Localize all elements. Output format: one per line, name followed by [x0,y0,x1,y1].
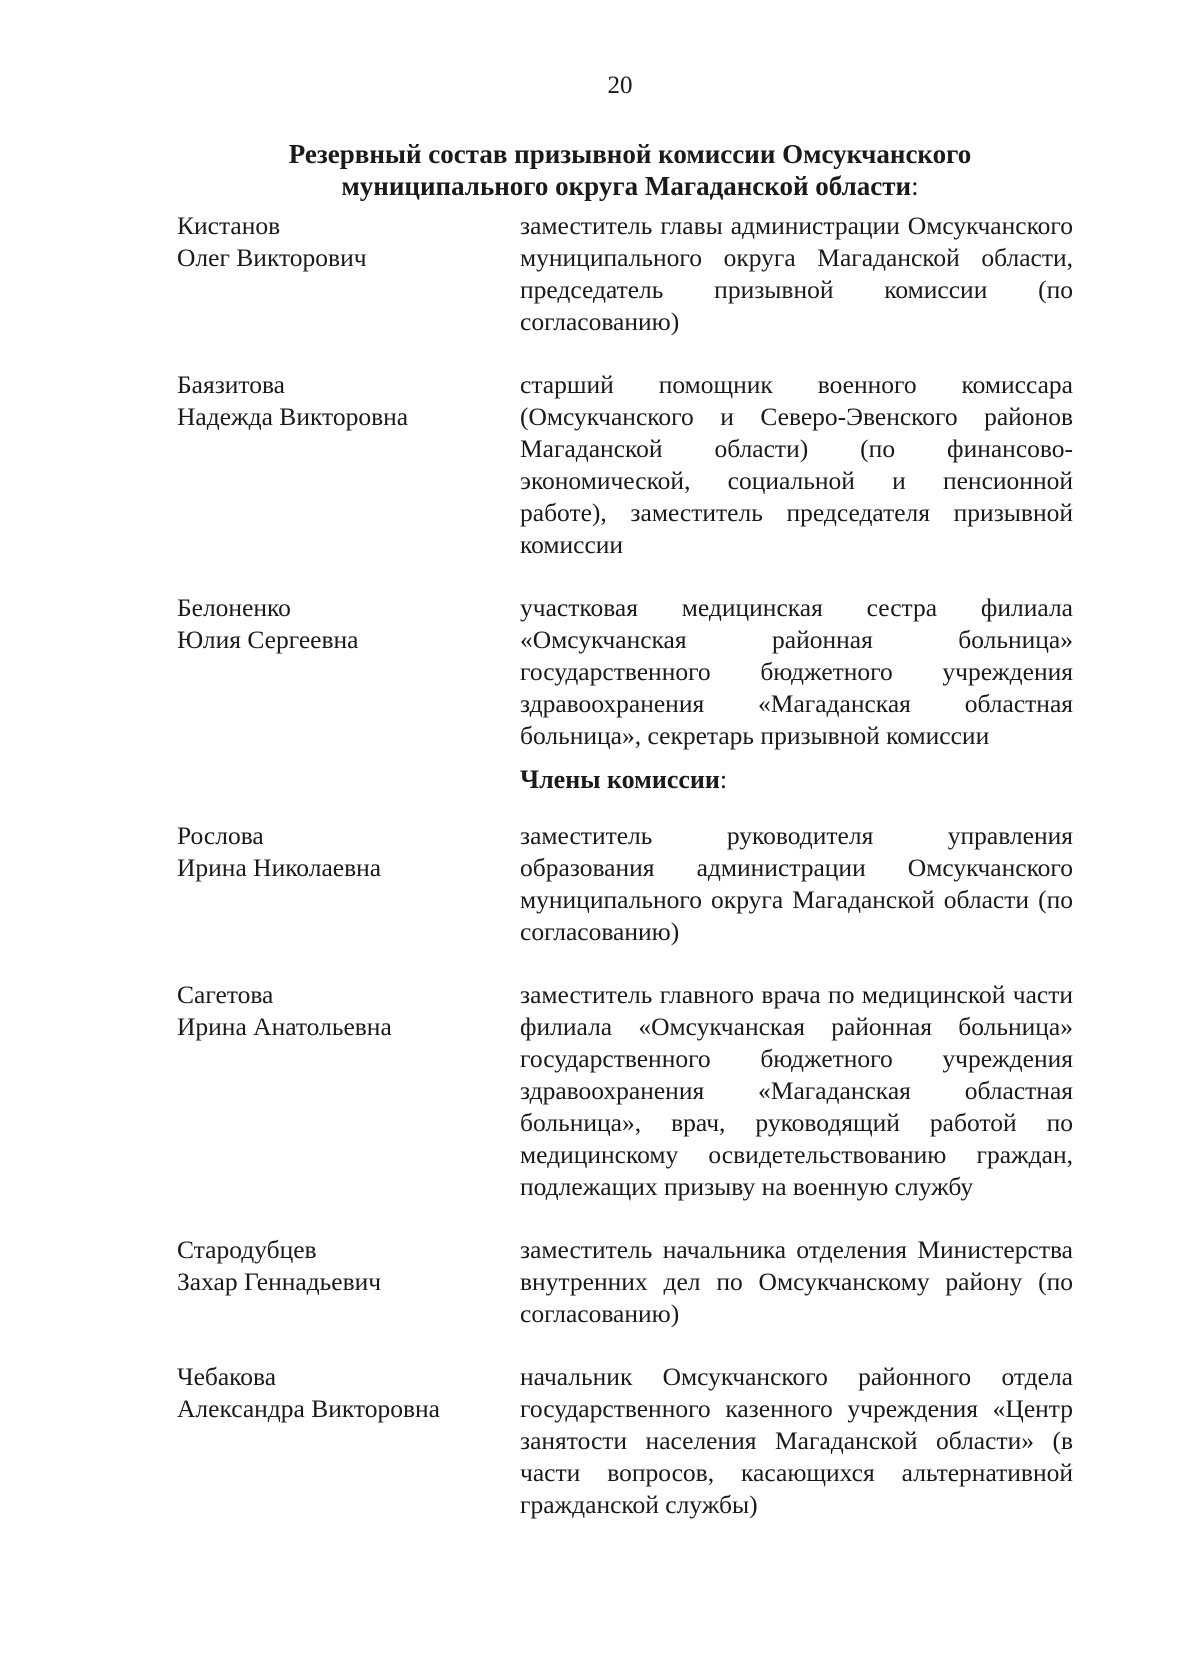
list-item [177,820,1077,948]
list-item [177,1361,1077,1521]
surname: Баязитова [177,370,285,399]
surname: Стародубцев [177,1235,317,1264]
title-line-2-text: муниципального округа Магаданской области [341,171,912,201]
person-role: начальник Омсукчанского районного отдела государственного казенного учреждения «Центр занятости населения Магаданской области» (в части вопросов, касающихся альтернативной гражданской службы) [520,1362,1073,1519]
list-item [177,592,1077,752]
person-name [177,1234,520,1330]
given-names: Захар Геннадьевич [177,1267,382,1296]
person-name [177,369,520,561]
list-item [177,1234,1077,1330]
list-item [177,210,1077,338]
surname: Сагетова [177,980,274,1009]
given-names: Ирина Анатольевна [177,1012,392,1041]
title-line-1: Резервный состав призывной комиссии Омсукчанского [288,139,972,169]
person-name [177,820,520,948]
list-item [177,369,1077,561]
members-list [177,820,1077,1552]
members-heading [520,764,727,796]
members-heading-text: Члены комиссии [520,765,720,794]
person-role: участковая медицинская сестра филиала «Омсукчанская районная больница» государственного бюджетного учреждения здравоохранения «Магаданская областная больница», секретарь призывной комиссии [520,593,1073,750]
person-name [177,1361,520,1521]
person-name [177,592,520,752]
title-colon: : [911,171,919,201]
page-number: 20 [607,72,633,99]
given-names: Ирина Николаевна [177,853,382,882]
person-role: заместитель начальника отделения Министерства внутренних дел по Омсукчанскому району (по согласованию) [520,1235,1073,1328]
given-names: Юлия Сергеевна [177,625,359,654]
surname: Чебакова [177,1362,277,1391]
surname: Белоненко [177,593,291,622]
title-line-2 [180,170,1080,202]
list-item [177,979,1077,1203]
document-title [180,138,1080,202]
given-names: Надежда Викторовна [177,402,409,431]
surname: Кистанов [177,211,281,240]
members-heading-colon: : [719,765,728,794]
given-names: Олег Викторович [177,243,367,272]
person-role: заместитель главы администрации Омсукчанского муниципального округа Магаданской области, председатель призывной комиссии (по согласованию) [520,211,1073,336]
given-names: Александра Викторовна [177,1394,440,1423]
person-role: старший помощник военного комиссара (Омсукчанского и Северо-Эвенского районов Магаданской области) (по финансово-экономической, социальной и пенсионной работе), заместитель председателя призывной комиссии [520,370,1073,559]
person-role: заместитель руководителя управления образования администрации Омсукчанского муниципального округа Магаданской области (по согласованию) [520,821,1073,946]
surname: Рослова [177,821,264,850]
person-name [177,979,520,1203]
leadership-list [177,210,1077,783]
person-role: заместитель главного врача по медицинской части филиала «Омсукчанская районная больница» государственного бюджетного учреждения здравоохранения «Магаданская областная больница», врач, руководящий работой по медицинскому освидетельствованию граждан, подлежащих призыву на военную службу [520,980,1073,1201]
person-name [177,210,520,338]
